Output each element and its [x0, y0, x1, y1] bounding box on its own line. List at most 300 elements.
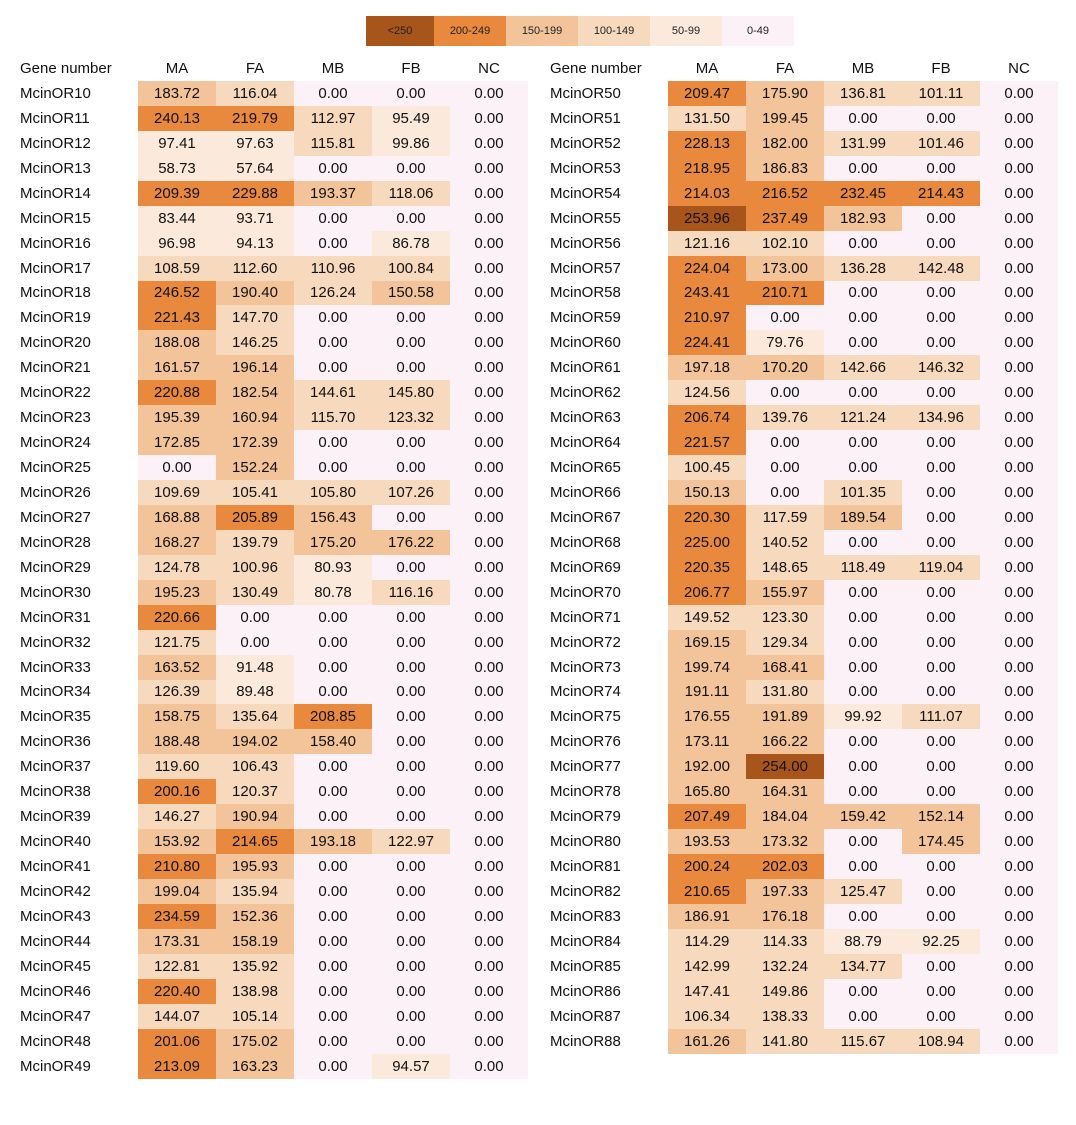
heatmap-cell: 144.07 — [138, 1004, 216, 1029]
table-row — [18, 729, 528, 754]
heatmap-cell: 121.75 — [138, 630, 216, 655]
heatmap-cell: 0.00 — [372, 1004, 450, 1029]
heatmap-cell: 109.69 — [138, 480, 216, 505]
heatmap-cell: 0.00 — [372, 729, 450, 754]
gene-name: McinOR66 — [550, 483, 621, 501]
heatmap-cell: 0.00 — [980, 754, 1058, 779]
heatmap-cell: 0.00 — [824, 530, 902, 555]
table-row — [18, 305, 528, 330]
heatmap-cell: 0.00 — [372, 879, 450, 904]
gene-name: McinOR51 — [550, 109, 621, 127]
table-row — [548, 754, 1058, 779]
table-row — [18, 804, 528, 829]
heatmap-cell: 0.00 — [372, 754, 450, 779]
heatmap-cell: 105.14 — [216, 1004, 294, 1029]
table-row — [18, 106, 528, 131]
heatmap-cell: 0.00 — [294, 680, 372, 705]
table-row — [548, 954, 1058, 979]
heatmap-cell: 131.50 — [668, 106, 746, 131]
gene-name: McinOR47 — [20, 1007, 91, 1025]
gene-name: McinOR48 — [20, 1032, 91, 1050]
table-row — [18, 979, 528, 1004]
heatmap-cell: 110.96 — [294, 256, 372, 281]
heatmap-cell: 209.39 — [138, 181, 216, 206]
gene-name: McinOR80 — [550, 833, 621, 851]
heatmap-cell: 0.00 — [824, 455, 902, 480]
heatmap-cell: 0.00 — [450, 680, 528, 705]
heatmap-cell: 0.00 — [980, 555, 1058, 580]
heatmap-cell: 0.00 — [294, 1029, 372, 1054]
heatmap-cell: 0.00 — [294, 754, 372, 779]
heatmap-cell: 200.24 — [668, 854, 746, 879]
heatmap-cell: 0.00 — [450, 106, 528, 131]
heatmap-cell: 0.00 — [294, 854, 372, 879]
heatmap-cell: 0.00 — [372, 704, 450, 729]
heatmap-cell: 0.00 — [372, 655, 450, 680]
heatmap-cell: 86.78 — [372, 231, 450, 256]
heatmap-cell: 0.00 — [980, 904, 1058, 929]
table-row — [548, 355, 1058, 380]
gene-name: McinOR14 — [20, 184, 91, 202]
heatmap-cell: 240.13 — [138, 106, 216, 131]
heatmap-cell: 183.72 — [138, 81, 216, 106]
gene-name: McinOR60 — [550, 334, 621, 352]
heatmap-cell: 0.00 — [824, 380, 902, 405]
heatmap-cell: 0.00 — [372, 804, 450, 829]
heatmap-cell: 0.00 — [294, 605, 372, 630]
legend-swatch: 150-199 — [506, 16, 578, 46]
heatmap-cell: 188.08 — [138, 330, 216, 355]
heatmap-cell: 191.11 — [668, 680, 746, 705]
heatmap-cell: 120.37 — [216, 779, 294, 804]
heatmap-cell: 165.80 — [668, 779, 746, 804]
heatmap-cell: 0.00 — [980, 156, 1058, 181]
gene-name: McinOR71 — [550, 608, 621, 626]
heatmap-cell: 0.00 — [372, 555, 450, 580]
column-header: MB — [851, 60, 875, 77]
heatmap-cell: 0.00 — [450, 330, 528, 355]
gene-name: McinOR43 — [20, 907, 91, 925]
heatmap-cell: 125.47 — [824, 879, 902, 904]
heatmap-cell: 102.10 — [746, 231, 824, 256]
heatmap-cell: 196.14 — [216, 355, 294, 380]
heatmap-cell: 208.85 — [294, 704, 372, 729]
gene-name: McinOR17 — [20, 259, 91, 277]
heatmap-cell: 214.43 — [902, 181, 980, 206]
heatmap-cell: 0.00 — [980, 355, 1058, 380]
heatmap-cell: 0.00 — [902, 580, 980, 605]
heatmap-cell: 118.06 — [372, 181, 450, 206]
gene-name: McinOR32 — [20, 633, 91, 651]
gene-name: McinOR28 — [20, 533, 91, 551]
heatmap-cell: 101.11 — [902, 81, 980, 106]
table-row — [548, 505, 1058, 530]
heatmap-cell: 142.66 — [824, 355, 902, 380]
heatmap-cell: 0.00 — [372, 779, 450, 804]
heatmap-cell: 142.99 — [668, 954, 746, 979]
table-row — [18, 355, 528, 380]
heatmap-cell: 0.00 — [980, 206, 1058, 231]
heatmap-cell: 0.00 — [824, 630, 902, 655]
heatmap-cell: 0.00 — [450, 704, 528, 729]
table-row — [548, 779, 1058, 804]
heatmap-cell: 108.59 — [138, 256, 216, 281]
heatmap-cell: 118.49 — [824, 555, 902, 580]
gene-name: McinOR52 — [550, 134, 621, 152]
heatmap-cell: 0.00 — [372, 630, 450, 655]
heatmap-cell: 116.16 — [372, 580, 450, 605]
heatmap-cell: 0.00 — [450, 181, 528, 206]
heatmap-cell: 115.70 — [294, 405, 372, 430]
heatmap-cell: 192.00 — [668, 754, 746, 779]
heatmap-cell: 0.00 — [450, 804, 528, 829]
heatmap-cell: 209.47 — [668, 81, 746, 106]
heatmap-cell: 115.67 — [824, 1029, 902, 1054]
heatmap-cell: 0.00 — [216, 630, 294, 655]
heatmap-cell: 115.81 — [294, 131, 372, 156]
gene-name: McinOR49 — [20, 1057, 91, 1075]
heatmap-cell: 0.00 — [294, 904, 372, 929]
heatmap-cell: 0.00 — [450, 1054, 528, 1079]
table-row — [548, 979, 1058, 1004]
heatmap-cell: 0.00 — [450, 81, 528, 106]
heatmap-cell: 140.52 — [746, 530, 824, 555]
heatmap-cell: 0.00 — [450, 655, 528, 680]
heatmap-cell: 123.30 — [746, 605, 824, 630]
heatmap-cell: 0.00 — [980, 580, 1058, 605]
heatmap-cell: 117.59 — [746, 505, 824, 530]
heatmap-cell: 186.83 — [746, 156, 824, 181]
heatmap-cell: 0.00 — [980, 979, 1058, 1004]
heatmap-cell: 155.97 — [746, 580, 824, 605]
table-row — [18, 206, 528, 231]
heatmap-cell: 0.00 — [980, 879, 1058, 904]
table-row — [18, 680, 528, 705]
heatmap-cell: 58.73 — [138, 156, 216, 181]
heatmap-cell: 131.99 — [824, 131, 902, 156]
heatmap-cell: 184.04 — [746, 804, 824, 829]
heatmap-cell: 0.00 — [980, 729, 1058, 754]
heatmap-cell: 0.00 — [980, 505, 1058, 530]
heatmap-cell: 134.96 — [902, 405, 980, 430]
heatmap-cell: 0.00 — [372, 81, 450, 106]
gene-name: McinOR75 — [550, 708, 621, 726]
heatmap-cell: 99.92 — [824, 704, 902, 729]
gene-name: McinOR31 — [20, 608, 91, 626]
gene-name: McinOR58 — [550, 284, 621, 302]
heatmap-cell: 175.02 — [216, 1029, 294, 1054]
heatmap-cell: 210.65 — [668, 879, 746, 904]
table-row — [18, 81, 528, 106]
heatmap-cell: 135.94 — [216, 879, 294, 904]
heatmap-cell: 121.16 — [668, 231, 746, 256]
gene-name: McinOR24 — [20, 434, 91, 452]
gene-name: McinOR20 — [20, 334, 91, 352]
heatmap-cell: 149.86 — [746, 979, 824, 1004]
heatmap-cell: 0.00 — [372, 929, 450, 954]
gene-name: McinOR10 — [20, 84, 91, 102]
table-row — [548, 904, 1058, 929]
gene-name: McinOR88 — [550, 1032, 621, 1050]
gene-name: McinOR53 — [550, 159, 621, 177]
table-row — [548, 480, 1058, 505]
heatmap-cell: 220.66 — [138, 605, 216, 630]
heatmap-cell: 0.00 — [372, 904, 450, 929]
gene-name: McinOR45 — [20, 957, 91, 975]
heatmap-cell: 0.00 — [824, 330, 902, 355]
heatmap-cell: 0.00 — [294, 929, 372, 954]
heatmap-cell: 0.00 — [980, 854, 1058, 879]
heatmap-cell: 0.00 — [902, 480, 980, 505]
heatmap-cell: 0.00 — [824, 854, 902, 879]
column-header: FA — [775, 60, 795, 77]
heatmap-cell: 0.00 — [450, 156, 528, 181]
heatmap-cell: 182.54 — [216, 380, 294, 405]
heatmap-cell: 254.00 — [746, 754, 824, 779]
gene-name: McinOR46 — [20, 982, 91, 1000]
heatmap-cell: 197.33 — [746, 879, 824, 904]
gene-name: McinOR85 — [550, 957, 621, 975]
heatmap-cell: 57.64 — [216, 156, 294, 181]
heatmap-cell: 0.00 — [294, 979, 372, 1004]
gene-name: McinOR22 — [20, 384, 91, 402]
gene-name: McinOR25 — [20, 459, 91, 477]
heatmap-cell: 190.40 — [216, 281, 294, 306]
heatmap-cell: 0.00 — [980, 305, 1058, 330]
heatmap-cell: 0.00 — [372, 954, 450, 979]
gene-name: McinOR76 — [550, 733, 621, 751]
heatmap-cell: 188.48 — [138, 729, 216, 754]
heatmap-cell: 105.80 — [294, 480, 372, 505]
heatmap-cell: 114.33 — [746, 929, 824, 954]
table-row — [548, 1004, 1058, 1029]
gene-name: McinOR38 — [20, 783, 91, 801]
heatmap-cell: 150.13 — [668, 480, 746, 505]
heatmap-cell: 94.57 — [372, 1054, 450, 1079]
heatmap-cell: 195.39 — [138, 405, 216, 430]
heatmap-cell: 0.00 — [746, 455, 824, 480]
heatmap-cell: 173.00 — [746, 256, 824, 281]
heatmap-cell: 0.00 — [294, 954, 372, 979]
table-row — [548, 680, 1058, 705]
heatmap-cell: 123.32 — [372, 405, 450, 430]
heatmap-cell: 158.40 — [294, 729, 372, 754]
heatmap-cell: 0.00 — [980, 380, 1058, 405]
heatmap-cell: 0.00 — [450, 879, 528, 904]
heatmap-cell: 105.41 — [216, 480, 294, 505]
heatmap-cell: 214.03 — [668, 181, 746, 206]
heatmap-cell: 0.00 — [980, 430, 1058, 455]
table-row — [548, 879, 1058, 904]
gene-name: McinOR37 — [20, 758, 91, 776]
heatmap-cell: 199.04 — [138, 879, 216, 904]
heatmap-cell: 0.00 — [980, 630, 1058, 655]
heatmap-cell: 234.59 — [138, 904, 216, 929]
heatmap-cell: 152.14 — [902, 804, 980, 829]
gene-name: McinOR26 — [20, 483, 91, 501]
heatmap-cell: 191.89 — [746, 704, 824, 729]
heatmap-cell: 0.00 — [824, 281, 902, 306]
heatmap-cell: 0.00 — [294, 305, 372, 330]
heatmap-cell: 158.75 — [138, 704, 216, 729]
heatmap-cell: 194.02 — [216, 729, 294, 754]
heatmap-cell: 218.95 — [668, 156, 746, 181]
table-row — [548, 729, 1058, 754]
heatmap-cell: 195.93 — [216, 854, 294, 879]
heatmap-cell: 176.22 — [372, 530, 450, 555]
table-row — [548, 829, 1058, 854]
heatmap-cell: 0.00 — [980, 704, 1058, 729]
heatmap-cell: 210.97 — [668, 305, 746, 330]
heatmap-cell: 114.29 — [668, 929, 746, 954]
gene-name: McinOR16 — [20, 234, 91, 252]
heatmap-cell: 147.41 — [668, 979, 746, 1004]
heatmap-cell: 0.00 — [294, 231, 372, 256]
heatmap-cell: 0.00 — [450, 206, 528, 231]
column-header: FB — [401, 60, 421, 77]
heatmap-cell: 220.88 — [138, 380, 216, 405]
heatmap-cell: 126.39 — [138, 680, 216, 705]
gene-name: McinOR86 — [550, 982, 621, 1000]
gene-name: McinOR12 — [20, 134, 91, 152]
heatmap-cell: 0.00 — [980, 281, 1058, 306]
gene-name: McinOR61 — [550, 359, 621, 377]
table-row — [18, 281, 528, 306]
heatmap-cell: 0.00 — [294, 879, 372, 904]
table-row — [18, 330, 528, 355]
table-row — [548, 156, 1058, 181]
gene-name: McinOR63 — [550, 409, 621, 427]
heatmap-cell: 0.00 — [450, 580, 528, 605]
heatmap-cell: 0.00 — [980, 829, 1058, 854]
heatmap-cell: 0.00 — [450, 405, 528, 430]
gene-name: McinOR77 — [550, 758, 621, 776]
heatmap-cell: 0.00 — [294, 355, 372, 380]
heatmap-cell: 112.60 — [216, 256, 294, 281]
table-row — [548, 854, 1058, 879]
heatmap-cell: 0.00 — [902, 879, 980, 904]
heatmap-cell: 0.00 — [372, 305, 450, 330]
gene-name: McinOR67 — [550, 508, 621, 526]
heatmap-cell: 0.00 — [980, 106, 1058, 131]
gene-name: McinOR55 — [550, 209, 621, 227]
legend-swatch: <250 — [366, 16, 434, 46]
heatmap-cell: 173.11 — [668, 729, 746, 754]
heatmap-cell: 0.00 — [450, 829, 528, 854]
heatmap-cell: 150.58 — [372, 281, 450, 306]
heatmap-cell: 0.00 — [902, 505, 980, 530]
heatmap-cell: 0.00 — [450, 605, 528, 630]
heatmap-cell: 100.84 — [372, 256, 450, 281]
heatmap-cell: 225.00 — [668, 530, 746, 555]
table-row — [18, 1054, 528, 1079]
table-row — [548, 655, 1058, 680]
table-row — [18, 929, 528, 954]
gene-name: McinOR44 — [20, 932, 91, 950]
heatmap-cell: 0.00 — [450, 530, 528, 555]
table-row — [18, 1004, 528, 1029]
heatmap-cell: 146.32 — [902, 355, 980, 380]
heatmap-cell: 0.00 — [450, 355, 528, 380]
heatmap-cell: 0.00 — [980, 779, 1058, 804]
heatmap-table-left — [18, 56, 528, 1079]
heatmap-cell: 147.70 — [216, 305, 294, 330]
heatmap-cell: 0.00 — [902, 979, 980, 1004]
heatmap-cell: 0.00 — [902, 729, 980, 754]
column-header: NC — [1008, 60, 1030, 77]
heatmap-cell: 0.00 — [902, 206, 980, 231]
gene-name: McinOR29 — [20, 558, 91, 576]
heatmap-cell: 101.46 — [902, 131, 980, 156]
heatmap-cell: 0.00 — [450, 231, 528, 256]
heatmap-cell: 0.00 — [902, 680, 980, 705]
heatmap-cell: 153.92 — [138, 829, 216, 854]
table-row — [18, 131, 528, 156]
heatmap-cell: 95.49 — [372, 106, 450, 131]
heatmap-cell: 172.85 — [138, 430, 216, 455]
table-row — [548, 256, 1058, 281]
heatmap-cell: 0.00 — [746, 480, 824, 505]
heatmap-cell: 0.00 — [902, 231, 980, 256]
gene-name: McinOR13 — [20, 159, 91, 177]
heatmap-cell: 0.00 — [824, 904, 902, 929]
table-row — [18, 779, 528, 804]
heatmap-cell: 139.79 — [216, 530, 294, 555]
heatmap-cell: 168.27 — [138, 530, 216, 555]
gene-name: McinOR78 — [550, 783, 621, 801]
heatmap-cell: 210.71 — [746, 281, 824, 306]
heatmap-cell: 169.15 — [668, 630, 746, 655]
table-row — [18, 954, 528, 979]
heatmap-cell: 0.00 — [372, 430, 450, 455]
heatmap-cell: 0.00 — [294, 779, 372, 804]
heatmap-cell: 213.09 — [138, 1054, 216, 1079]
heatmap-cell: 201.06 — [138, 1029, 216, 1054]
heatmap-cell: 168.41 — [746, 655, 824, 680]
gene-name: McinOR36 — [20, 733, 91, 751]
heatmap-cell: 220.40 — [138, 979, 216, 1004]
heatmap-cell: 106.43 — [216, 754, 294, 779]
heatmap-cell: 175.90 — [746, 81, 824, 106]
heatmap-cell: 0.00 — [372, 330, 450, 355]
table-row — [548, 405, 1058, 430]
table-row — [18, 156, 528, 181]
heatmap-cell: 0.00 — [294, 81, 372, 106]
table-row — [548, 231, 1058, 256]
heatmap-cell: 100.45 — [668, 455, 746, 480]
gene-name: McinOR21 — [20, 359, 91, 377]
heatmap-cell: 156.43 — [294, 505, 372, 530]
gene-name: McinOR23 — [20, 409, 91, 427]
heatmap-cell: 88.79 — [824, 929, 902, 954]
heatmap-cell: 0.00 — [902, 380, 980, 405]
gene-name: McinOR56 — [550, 234, 621, 252]
table-row — [548, 530, 1058, 555]
heatmap-cell: 0.00 — [902, 330, 980, 355]
heatmap-cell: 0.00 — [746, 380, 824, 405]
heatmap-cell: 0.00 — [902, 455, 980, 480]
heatmap-cell: 210.80 — [138, 854, 216, 879]
heatmap-cell: 160.94 — [216, 405, 294, 430]
table-row — [548, 131, 1058, 156]
heatmap-cell: 0.00 — [450, 1029, 528, 1054]
heatmap-cell: 0.00 — [902, 430, 980, 455]
heatmap-cell: 0.00 — [824, 231, 902, 256]
table-row — [18, 655, 528, 680]
heatmap-cell: 0.00 — [824, 829, 902, 854]
table-row — [548, 330, 1058, 355]
heatmap-cell: 0.00 — [980, 1004, 1058, 1029]
